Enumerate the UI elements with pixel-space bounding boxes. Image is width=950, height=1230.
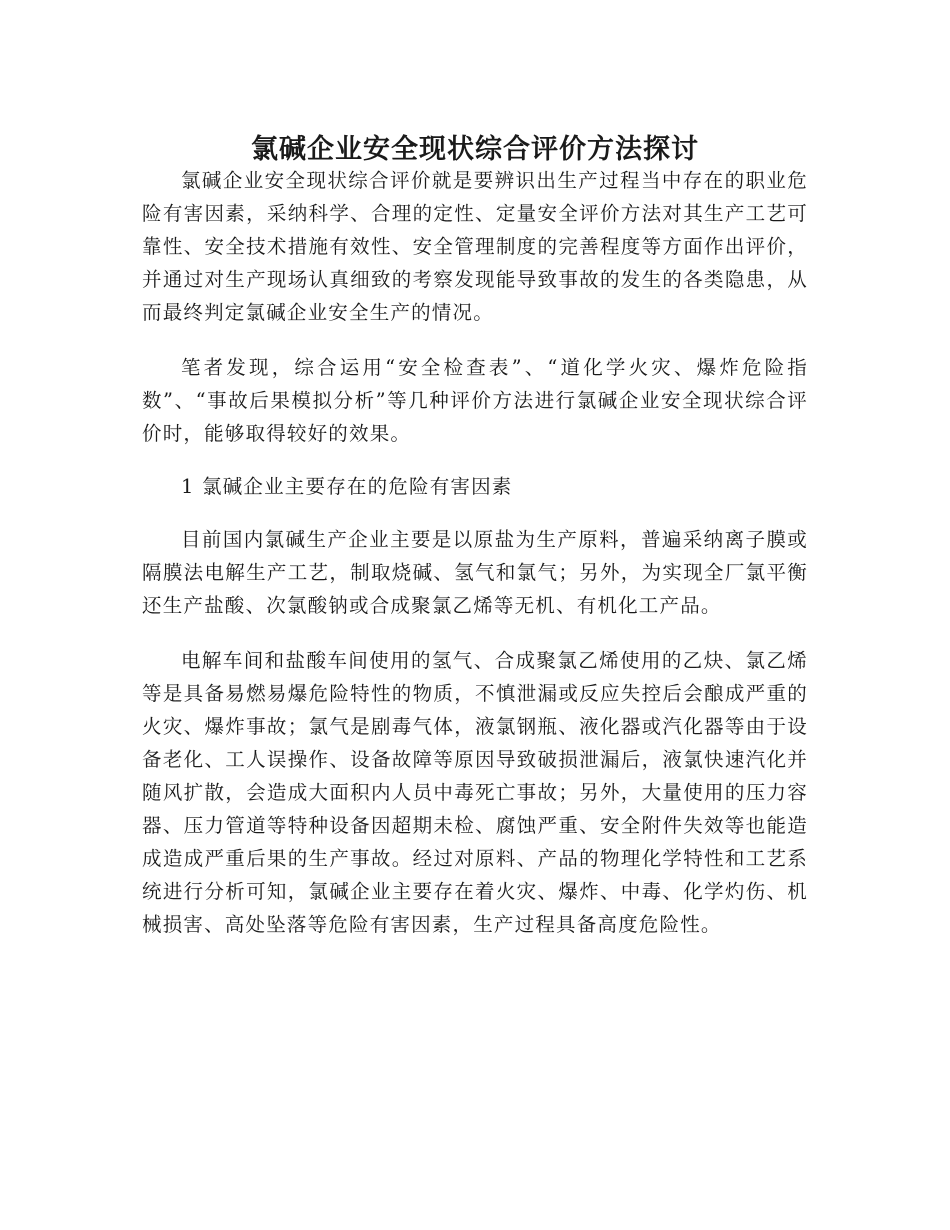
paragraph-intro: 氯碱企业安全现状综合评价就是要辨识出生产过程当中存在的职业危险有害因素，采纳科学、合理的定性、定量安全评价方法对其生产工艺可靠性、安全技术措施有效性、安全管理制度的完善程度等方面作出评价，并通过对生产现场认真细致的考察发现能导致事故的发生的各类隐患，从而最终判定氯碱企业安全生产的情况。 — [142, 169, 808, 324]
paragraph-hazards: 电解车间和盐酸车间使用的氢气、合成聚氯乙烯使用的乙炔、氯乙烯等是具备易燃易爆危险特性的物质，不慎泄漏或反应失控后会酿成严重的火灾、爆炸事故；氯气是剧毒气体，液氯钢瓶、液化器或汽化器等由于设备老化、工人误操作、设备故障等原因导致破损泄漏后，液氯快速汽化并随风扩散，会造成大面积内人员中毒死亡事故；另外，大量使用的压力容器、压力管道等特种设备因超期未检、腐蚀严重、安全附件失效等也能造成造成严重后果的生产事故。经过对原料、产品的物理化学特性和工艺系统进行分析可知，氯碱企业主要存在着火灾、爆炸、中毒、化学灼伤、机械损害、高处坠落等危险有害因素，生产过程具备高度危险性。 — [142, 649, 808, 936]
document-title: 氯碱企业安全现状综合评价方法探讨 — [251, 134, 699, 166]
paragraph-method: 笔者发现，综合运用“安全检查表”、“道化学火灾、爆炸危险指数”、“事故后果模拟分析”等几种评价方法进行氯碱企业安全现状综合评价时，能够取得较好的效果。 — [142, 356, 808, 445]
section-heading: 1 氯碱企业主要存在的危险有害因素 — [181, 475, 513, 498]
paragraph-process: 目前国内氯碱生产企业主要是以原盐为生产原料，普遍采纳离子膜或隔膜法电解生产工艺，制取烧碱、氢气和氯气；另外，为实现全厂氯平衡还生产盐酸、次氯酸钠或合成聚氯乙烯等无机、有机化工产品。 — [142, 528, 808, 617]
document-body — [142, 164, 808, 941]
